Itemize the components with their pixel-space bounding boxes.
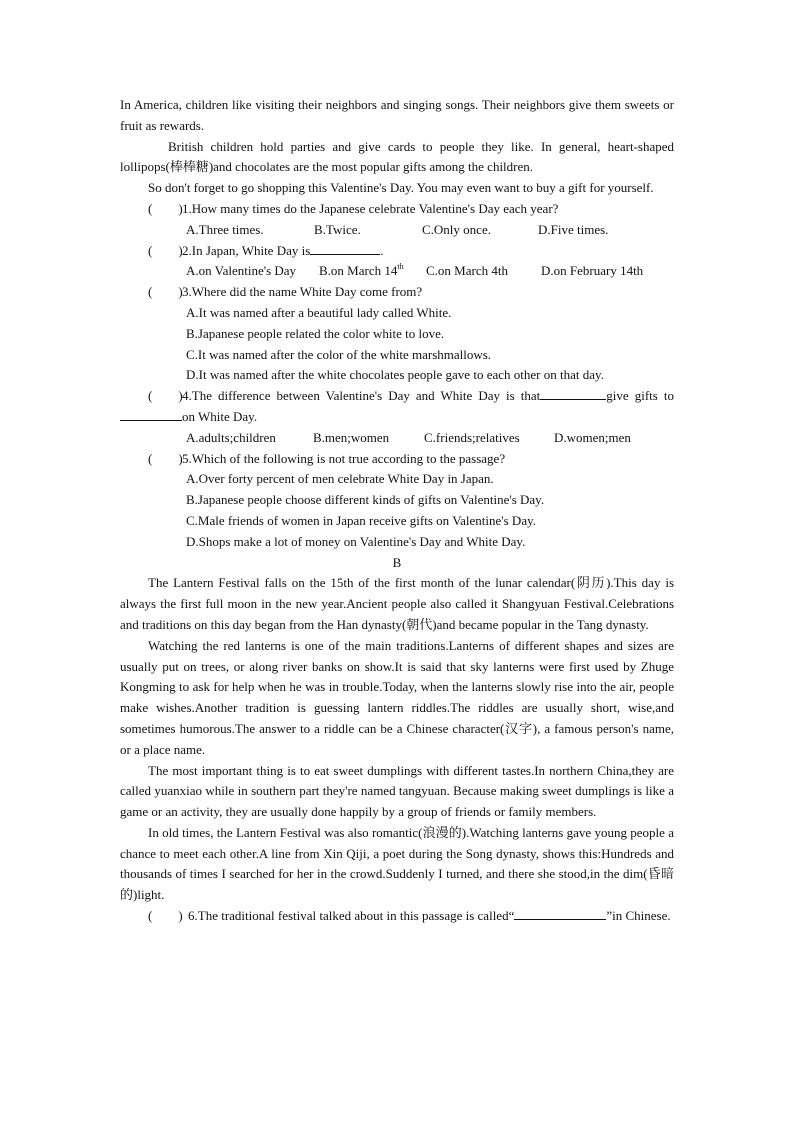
question-3-stem: 3.Where did the name White Day come from? [182,284,423,300]
option-b: B.Twice. [314,221,361,237]
question-5-option-b: B.Japanese people choose different kinds of gifts on Valentine's Day. [186,492,545,508]
question-1 [120,199,674,220]
option-b-sup: th [397,262,404,272]
question-4-stem-part-2: give gifts to [606,388,675,404]
answer-bracket[interactable]: ( ) [148,284,183,300]
option-a: A.adults;children [186,429,276,445]
option-b-text: B.on March 14 [319,263,398,279]
answer-blank-2[interactable] [120,407,182,421]
option-d: D.women;men [554,429,631,445]
question-2-stem: 2.In Japan, White Day is [182,242,311,258]
question-5-stem: 5.Which of the following is not true according to the passage? [182,450,506,466]
question-3-option-d: D.It was named after the white chocolates people gave to each other on that day. [186,367,604,383]
question-6-stem-end: ”in Chinese. [606,908,671,924]
question-5 [120,449,674,470]
question-5-option-d: D.Shops make a lot of money on Valentine's Day and White Day. [186,533,526,549]
question-6 [120,906,674,927]
answer-bracket[interactable]: ( ) [148,242,183,258]
passage-b-paragraph-3: The most important thing is to eat sweet dumplings with different tastes.In northern China,they are called yuanxiao while in southern part they're named tangyuan. Because making sweet dumplings is like a game or an activity, they are usually done happily by a group of friends or family members. [120,762,674,820]
question-2 [120,241,674,262]
question-6-stem: 6.The traditional festival talked about in this passage is called“ [188,908,515,924]
passage-b-paragraph-2: Watching the red lanterns is one of the main traditions.Lanterns of different shapes and sizes are usually put on trees, or along river banks on show.It is said that sky lanterns were first used by Zhuge Kongming to ask for help when he was in trouble.Today, when the lanterns slowly rise into the air, people make wishes.Another tradition is guessing lantern riddles.The riddles are usually short, wise,and sometimes humorous.The answer to a riddle can be a Chinese character(汉字), a famous person's name, or a place name. [120,637,674,757]
question-4-stem-part-3: on White Day. [182,408,258,424]
option-b [319,261,426,282]
option-c: C.friends;relatives [424,429,520,445]
option-a: A.Three times. [186,221,264,237]
question-4-stem-part-1: 4.The difference between Valentine's Day and White Day is that [182,388,541,404]
question-4-options [120,428,674,449]
answer-bracket[interactable]: ( ) [148,388,183,404]
question-3-option-c: C.It was named after the color of the white marshmallows. [186,346,492,362]
option-a: A.on Valentine's Day [186,263,297,279]
question-5-option-a: A.Over forty percent of men celebrate White Day in Japan. [186,471,494,487]
section-heading: B [392,554,402,570]
answer-bracket[interactable]: ( ) [148,450,183,466]
question-5-option-c: C.Male friends of women in Japan receive gifts on Valentine's Day. [186,512,536,528]
option-d: D.Five times. [538,221,609,237]
answer-bracket[interactable]: ( ) [148,908,183,924]
question-4 [120,386,674,428]
question-2-options [120,261,674,282]
passage-a-paragraph-2: British children hold parties and give cards to people they like. In general, heart-shaped lollipops(棒棒糖)and chocolates are the most popular gifts among the children. [120,138,674,175]
option-d: D.on February 14th [541,263,644,279]
document-body [120,95,674,927]
question-1-options [120,220,674,241]
answer-blank[interactable] [310,241,380,255]
passage-a-paragraph-3: So don't forget to go shopping this Valentine's Day. You may even want to buy a gift for yourself. [148,180,654,196]
passage-b-paragraph-1: The Lantern Festival falls on the 15th of the first month of the lunar calendar(阴历).This day is always the first full moon in the new year.Ancient people also called it Shangyuan Festival.Celebrations and traditions on this day began from the Han dynasty(朝代)and became popular in the Tang dynasty. [120,575,674,632]
answer-blank[interactable] [514,906,606,920]
question-3-option-a: A.It was named after a beautiful lady called White. [186,304,452,320]
question-3-option-b: B.Japanese people related the color white to love. [186,325,445,341]
passage-b-paragraph-4: In old times, the Lantern Festival was also romantic(浪漫的).Watching lanterns gave young people a chance to meet each other.A line from Xin Qiji, a poet during the Song dynasty, shows this:Hundreds and thousands of times I searched for her in the crowd.Suddenly I turned, and there she stood,in the dim(昏暗的)light. [120,824,674,903]
question-3 [120,282,674,303]
option-c: C.Only once. [422,221,491,237]
option-c: C.on March 4th [426,263,508,279]
question-1-stem: 1.How many times do the Japanese celebrate Valentine's Day each year? [182,200,559,216]
question-2-stem-end: . [380,242,384,258]
option-b: B.men;women [313,429,390,445]
passage-a-paragraph-1: In America, children like visiting their neighbors and singing songs. Their neighbors give them sweets or fruit as rewards. [120,97,674,133]
answer-bracket[interactable]: ( ) [148,200,183,216]
answer-blank-1[interactable] [540,386,606,400]
